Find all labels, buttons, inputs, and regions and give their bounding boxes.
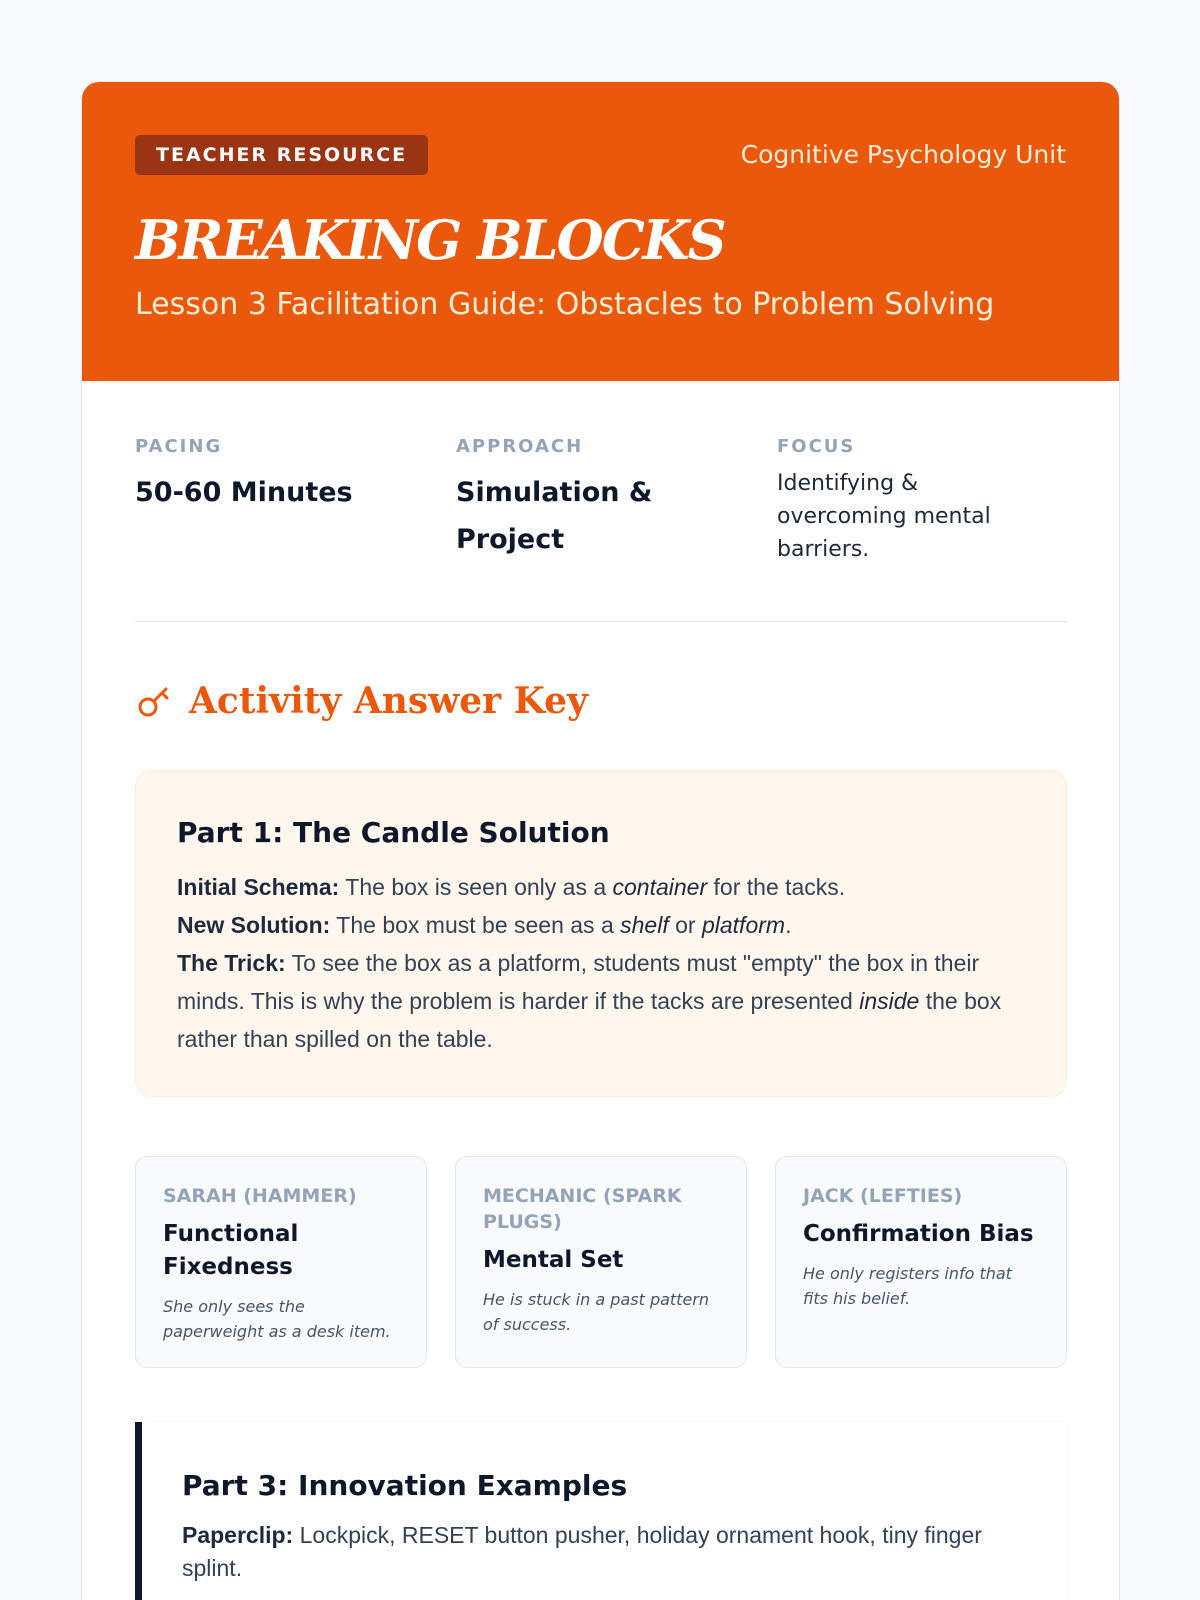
- meta-approach-value: Simulation & Project: [456, 477, 653, 555]
- case-label: SARAH (HAMMER): [163, 1185, 357, 1207]
- section-divider: [135, 621, 1067, 622]
- part1-title: Part 1: The Candle Solution: [177, 816, 610, 849]
- case-label: MECHANIC (SPARK PLUGS): [483, 1185, 682, 1233]
- part3-title: Part 3: Innovation Examples: [182, 1469, 628, 1502]
- part1-body: [177, 868, 1025, 1058]
- page-header: [82, 82, 1119, 381]
- candle-solution-box: [135, 770, 1067, 1097]
- meta-pacing-value: 50-60 Minutes: [135, 477, 353, 508]
- page-subtitle: Lesson 3 Facilitation Guide: Obstacles to Problem Solving: [135, 287, 995, 322]
- paperclip-text: Lockpick, RESET button pusher, holiday ornament hook, tiny finger splint.: [182, 1522, 982, 1581]
- solution-emphasis-platform: platform: [701, 912, 786, 938]
- case-note: He is stuck in a past pattern of success.: [483, 1290, 710, 1334]
- page-title: BREAKING BLOCKS: [135, 208, 725, 272]
- paperclip-line: [182, 1519, 1002, 1585]
- case-card-mechanic: [455, 1156, 747, 1368]
- case-card-sarah: [135, 1156, 427, 1368]
- answer-key-title: Activity Answer Key: [189, 680, 588, 722]
- schema-text: The box is seen only as a: [339, 874, 613, 900]
- unit-label: Cognitive Psychology Unit: [740, 140, 1066, 169]
- solution-text-mid: or: [668, 912, 702, 938]
- key-icon: [135, 681, 175, 721]
- innovation-examples-box: [135, 1422, 1067, 1600]
- solution-label: New Solution:: [177, 912, 331, 938]
- trick-label: The Trick:: [177, 950, 286, 976]
- case-card-jack: [775, 1156, 1067, 1368]
- meta-focus: [777, 435, 1027, 566]
- meta-approach-label: APPROACH: [456, 436, 584, 457]
- case-title: Mental Set: [483, 1247, 624, 1273]
- resource-card: [81, 81, 1120, 1600]
- meta-pacing: [135, 435, 353, 516]
- case-note: He only registers info that fits his belief.: [803, 1264, 1012, 1308]
- schema-text-end: for the tacks.: [707, 874, 846, 900]
- schema-emphasis: container: [612, 874, 708, 900]
- schema-label: Initial Schema:: [177, 874, 340, 900]
- trick-text-end: the box rather than spilled on the table.: [177, 988, 1002, 1052]
- solution-emphasis-shelf: shelf: [620, 912, 669, 938]
- solution-text-end: .: [785, 912, 792, 938]
- meta-focus-label: FOCUS: [777, 436, 856, 457]
- schema-line: [177, 868, 1025, 906]
- case-title: Confirmation Bias: [803, 1221, 1034, 1247]
- case-note: She only sees the paperweight as a desk item.: [163, 1297, 391, 1341]
- case-title: Functional Fixedness: [163, 1221, 299, 1280]
- solution-text: The box must be seen as a: [330, 912, 621, 938]
- meta-pacing-label: PACING: [135, 436, 223, 457]
- trick-line: [177, 944, 1025, 1058]
- trick-text: To see the box as a platform, students must "empty" the box in their minds. This is why the problem is harder if the tacks are presented: [177, 950, 980, 1014]
- answer-key-heading: [135, 676, 588, 726]
- solution-line: [177, 906, 1025, 944]
- case-label: JACK (LEFTIES): [803, 1185, 963, 1207]
- paperclip-label: Paperclip:: [182, 1522, 294, 1548]
- resource-badge: TEACHER RESOURCE: [135, 135, 428, 175]
- case-cards: [135, 1156, 1067, 1368]
- meta-focus-value: Identifying & overcoming mental barriers.: [777, 471, 991, 562]
- meta-approach: [456, 435, 706, 563]
- trick-emphasis: inside: [859, 988, 920, 1014]
